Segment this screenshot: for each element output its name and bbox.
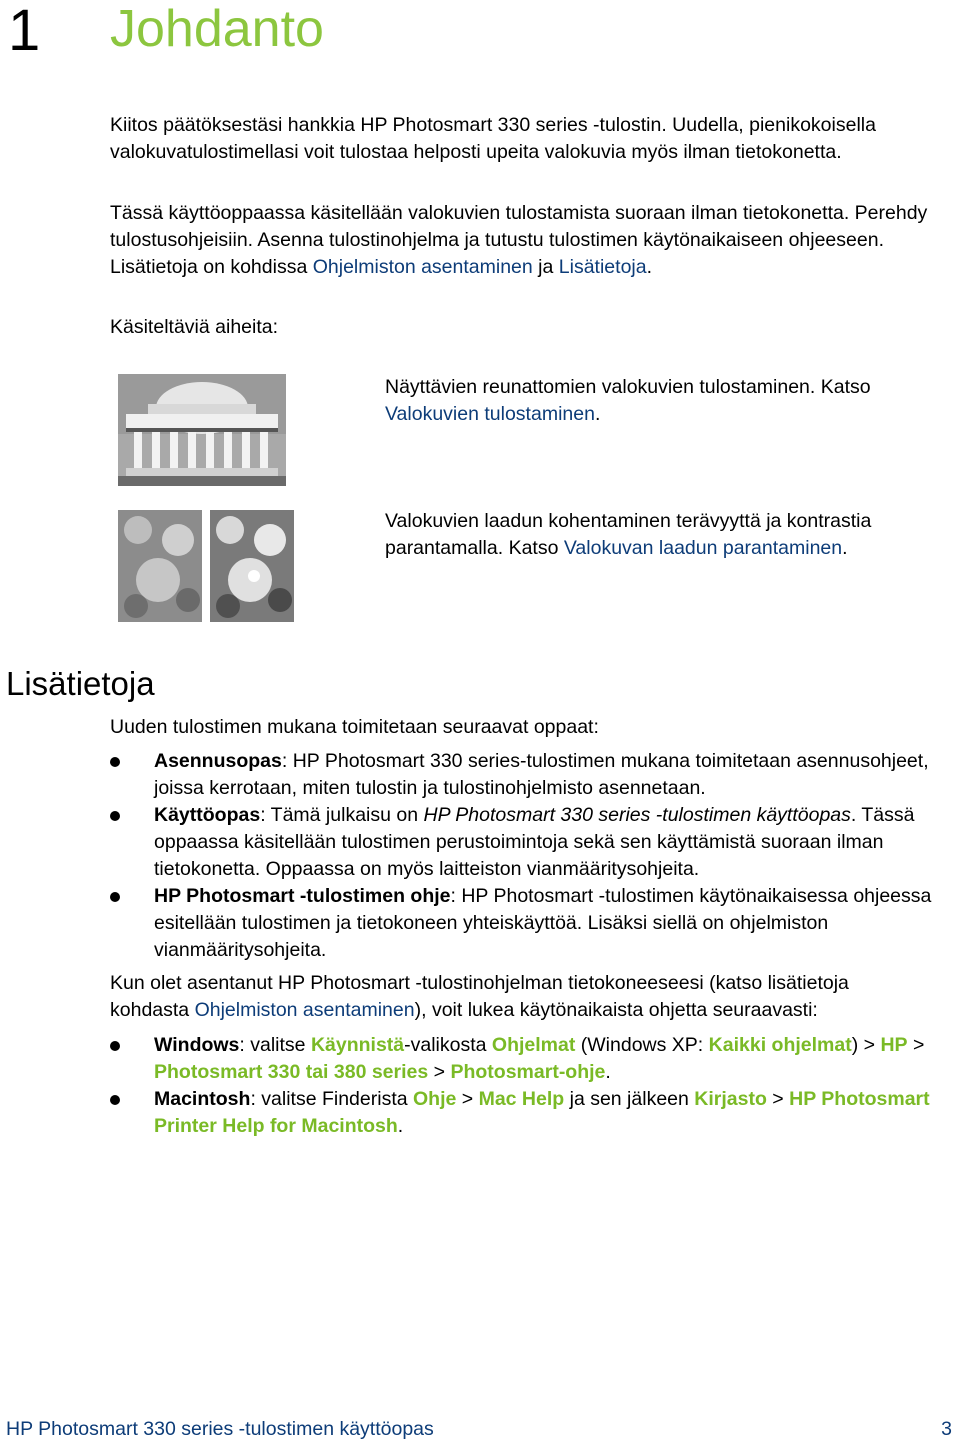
borderless-photo-image (118, 374, 286, 486)
help-text-1: Kun olet asentanut HP Photosmart -tulostinohjelman tietokoneeseesi (katso lisätietoja kohdasta (110, 972, 849, 1021)
help-paragraph (110, 970, 930, 1024)
menu-kirjasto: Kirjasto (694, 1088, 767, 1110)
windows-label: Windows (154, 1034, 240, 1056)
menu-photosmart-series: Photosmart 330 tai 380 series (154, 1061, 429, 1083)
chapter-number: 1 (8, 0, 41, 63)
list-item (110, 748, 950, 802)
guide-2-italic: HP Photosmart 330 series -tulostimen käyttöopas (423, 804, 851, 826)
mac-label: Macintosh (154, 1088, 251, 1110)
link-valokuvien-tulostaminen[interactable]: Valokuvien tulostaminen (385, 403, 595, 425)
mac-text-4: > (766, 1088, 790, 1110)
windows-text-5: > (907, 1034, 925, 1056)
chapter-title: Johdanto (110, 0, 324, 58)
menu-mac-help: Mac Help (478, 1088, 565, 1110)
page-number: 3 (941, 1418, 952, 1440)
menu-kaikki-ohjelmat: Kaikki ohjelmat (708, 1034, 852, 1056)
intro-paragraph-2 (110, 200, 930, 281)
menu-kaynnista: Käynnistä (310, 1034, 405, 1056)
os-instructions-list (110, 1032, 950, 1140)
link-ohjelmiston-asentaminen-2[interactable]: Ohjelmiston asentaminen (194, 999, 415, 1021)
intro-p2-end: . (646, 256, 653, 278)
mac-text-5: . (397, 1115, 404, 1137)
guide-1-text: : HP Photosmart 330 series-tulostimen mukana toimitetaan asennusohjeet, joissa kerrotaan, miten tulostin ja tulostinohjelmisto asennetaan. (154, 750, 929, 799)
guide-1-title: Asennusopas (154, 750, 282, 772)
guide-2-title: Käyttöopas (154, 804, 261, 826)
link-lisatietoja[interactable]: Lisätietoja (558, 256, 647, 278)
bullet-icon (110, 892, 120, 902)
topic-2-desc: Valokuvien laadun kohentaminen terävyyttä ja kontrastia parantamalla. Katso (385, 510, 872, 559)
list-item (110, 883, 950, 964)
section-title: Lisätietoja (6, 665, 155, 702)
menu-hp: HP (880, 1034, 908, 1056)
intro-p2-mid: ja (532, 256, 559, 278)
mac-text-2: > (456, 1088, 479, 1110)
windows-text-2: -valikosta (404, 1034, 492, 1056)
guide-3-title: HP Photosmart -tulostimen ohje (154, 885, 451, 907)
topic-1-desc: Näyttävien reunattomien valokuvien tulostaminen. Katso (385, 376, 871, 398)
bullet-icon (110, 1095, 120, 1105)
help-text-2: ), voit lukea käytönaikaista ohjetta seuraavasti: (414, 999, 818, 1021)
topic-1-end: . (594, 403, 601, 425)
guides-list (110, 748, 950, 964)
windows-text-1: : valitse (239, 1034, 311, 1056)
bullet-icon (110, 811, 120, 821)
mac-text-3: ja sen jälkeen (564, 1088, 695, 1110)
windows-text-6: > (428, 1061, 451, 1083)
section-intro: Uuden tulostimen mukana toimitetaan seuraavat oppaat: (110, 716, 599, 738)
link-ohjelmiston-asentaminen[interactable]: Ohjelmiston asentaminen (312, 256, 533, 278)
guide-2-text: : Tämä julkaisu on (260, 804, 424, 826)
bullet-icon (110, 1041, 120, 1051)
bullet-icon (110, 757, 120, 767)
link-valokuvan-laadun-parantaminen[interactable]: Valokuvan laadun parantaminen (563, 537, 843, 559)
topics-label: Käsiteltäviä aiheita: (110, 316, 279, 338)
list-item (110, 802, 950, 883)
flower-photo-before-image (118, 510, 202, 622)
menu-ohje: Ohje (413, 1088, 457, 1110)
menu-ohjelmat: Ohjelmat (491, 1034, 576, 1056)
intro-p2-text: Tässä käyttöoppaassa käsitellään valokuvien tulostamista suoraan ilman tietokonetta. Perehdy tulostusohjeisiin. Asenna tulostinohjelma ja tutustu tulostimen käytönaikaiseen ohjeeseen. Lisätietoja on kohdissa (110, 202, 928, 278)
flower-photo-after-image (210, 510, 294, 622)
list-item (110, 1032, 950, 1086)
windows-text-7: . (605, 1061, 611, 1083)
guide-2-text2: . Tässä oppaassa käsitellään tulostimen perustoimintoja sekä sen käyttämistä suoraan ilman tietokonetta. Oppaassa on myös laitteiston vianmääritysohjeita. (154, 804, 915, 880)
guide-3-text: : HP Photosmart -tulostimen käytönaikaisessa ohjeessa esitellään tulostimen ja tietokoneen yhteiskäyttöä. Lisäksi siellä on ohjelmiston vianmääritysohjeita. (154, 885, 932, 961)
topic-1-text (385, 374, 945, 428)
topic-2-text (385, 508, 945, 562)
intro-paragraph-1: Kiitos päätöksestäsi hankkia HP Photosmart 330 series -tulostin. Uudella, pienikokoisella valokuvatulostimellasi voit tulostaa helposti upeita valokuvia myös ilman tietokonetta. (110, 114, 876, 163)
windows-text-4: ) > (851, 1034, 881, 1056)
menu-photosmart-ohje: Photosmart-ohje (450, 1061, 606, 1083)
topic-2-end: . (842, 537, 848, 559)
menu-hp-printer-help: HP Photosmart Printer Help for Macintosh (154, 1088, 930, 1137)
mac-text-1: : valitse Finderista (250, 1088, 413, 1110)
list-item (110, 1086, 950, 1140)
footer-title: HP Photosmart 330 series -tulostimen käyttöopas (6, 1418, 434, 1440)
windows-text-3: (Windows XP: (575, 1034, 709, 1056)
